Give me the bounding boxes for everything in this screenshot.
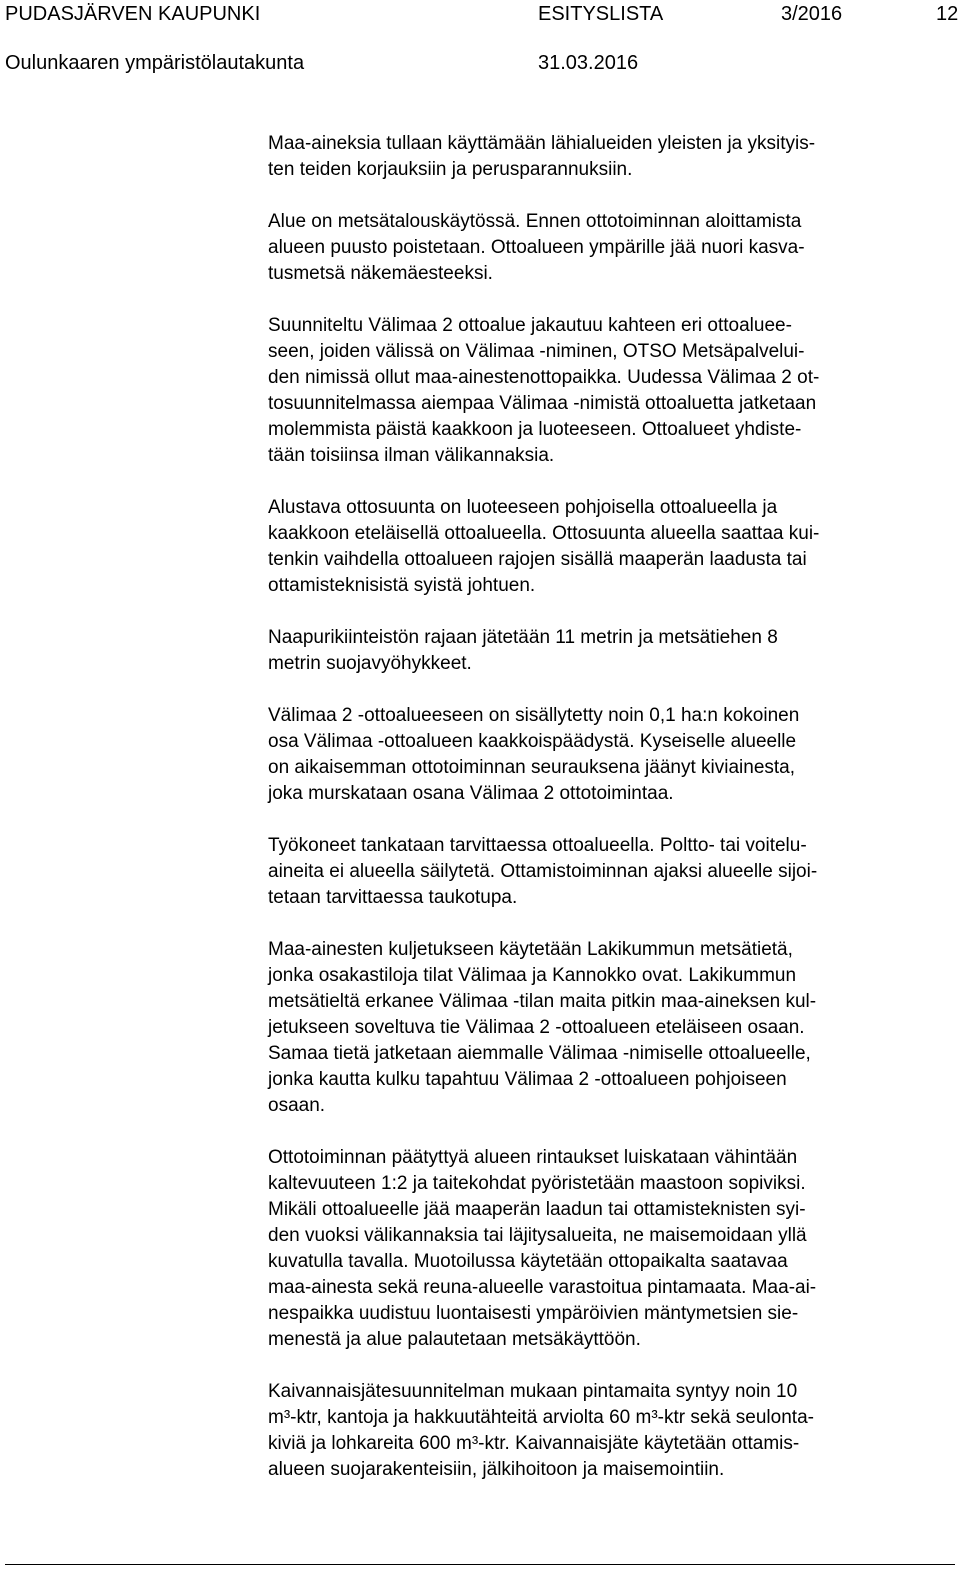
footer-divider	[5, 1564, 955, 1565]
paragraph: Maa-aineksia tullaan käyttämään lähialueiden yleisten ja yksityis- ten teiden korjauksiin ja perusparannuksiin.	[268, 133, 816, 180]
paragraph: Naapurikiinteistön rajaan jätetään 11 metrin ja metsätiehen 8 metrin suojavyöhykkeet.	[268, 627, 778, 674]
paragraph: Ottotoiminnan päätyttyä alueen rintaukset luiskataan vähintään kaltevuuteen 1:2 ja taitekohdat pyöristetään maastoon sopiviksi. Mikäli ottoalueelle jää maaperän laadun tai ottamisteknisten syi- den vuoksi välikannaksia tai läjitysalueita, ne maisemoidaan yllä kuvatulla tavalla. Muotoilussa käytetään ottopaikalta saatavaa maa-ainesta sekä reuna-alueelle varastoitua pintamaata. Maa-ai- nespaikka uudistuu luontaisesti ympäröivien mäntymetsien sie- menestä ja alue palautetaan metsäkäyttöön.	[268, 1147, 817, 1350]
paragraph: Työkoneet tankataan tarvittaessa ottoalueella. Poltto- tai voitelu- aineita ei alueella säilytetä. Ottamistoiminnan ajaksi alueelle sijoi- tetaan tarvittaessa taukotupa.	[268, 835, 818, 908]
page-number: 12	[936, 3, 959, 25]
page-header	[0, 0, 960, 80]
paragraph: Maa-ainesten kuljetukseen käytetään Lakikummun metsätietä, jonka osakastiloja tilat Välimaa ja Kannokko ovat. Lakikummun metsätieltä erkanee Välimaa -tilan maita pitkin maa-aineksen kul- jetukseen soveltuva tie Välimaa 2 -ottoalueen eteläiseen osaan. Samaa tietä jatketaan aiemmalle Välimaa -nimiselle ottoalueelle, jonka kautta kulku tapahtuu Välimaa 2 -ottoalueen pohjoiseen osaan.	[268, 939, 817, 1116]
paragraph: Välimaa 2 -ottoalueeseen on sisällytetty noin 0,1 ha:n kokoinen osa Välimaa -ottoalueen kaakkoispäädystä. Kyseiselle alueelle on aikaisemman ottotoiminnan seurauksena jäänyt kiviainesta, joka murskataan osana Välimaa 2 ottotoimintaa.	[268, 705, 800, 804]
paragraph: Kaivannaisjätesuunnitelman mukaan pintamaita syntyy noin 10 m³-ktr, kantoja ja hakkuutähteitä arviolta 60 m³-ktr sekä seulonta- kiviä ja lohkareita 600 m³-ktr. Kaivannaisjäte käytetään ottamis- alueen suojarakenteisiin, jälkihoitoon ja maisemointiin.	[268, 1381, 814, 1480]
paragraph: Suunniteltu Välimaa 2 ottoalue jakautuu kahteen eri ottoaluee- seen, joiden välissä on Välimaa -niminen, OTSO Metsäpalvelui- den nimissä ollut maa-ainestenottopaikka. Uudessa Välimaa 2 ot- tosuunnitelmassa aiempaa Välimaa -nimistä ottoaluetta jatketaan molemmista päistä kaakkoon ja luoteeseen. Ottoalueet yhdiste- tään toisiinsa ilman välikannaksia.	[268, 315, 820, 466]
meeting-date: 31.03.2016	[538, 52, 639, 74]
header-top-row	[0, 1, 960, 27]
paragraph: Alue on metsätalouskäytössä. Ennen ottotoiminnan aloittamista alueen puusto poistetaan. Ottoalueen ympärille jää nuori kasva- tusmetsä näkemäesteeksi.	[268, 211, 805, 284]
document-number: 3/2016	[781, 3, 843, 25]
board-name: Oulunkaaren ympäristölautakunta	[5, 52, 305, 74]
organization-name: PUDASJÄRVEN KAUPUNKI	[5, 3, 261, 25]
header-bottom-row	[0, 50, 960, 76]
document-body	[268, 131, 928, 1509]
document-type: ESITYSLISTA	[538, 3, 664, 25]
paragraph: Alustava ottosuunta on luoteeseen pohjoisella ottoalueella ja kaakkoon eteläisellä ottoalueella. Ottosuunta alueella saattaa kui- tenkin vaihdella ottoalueen rajojen sisällä maaperän laadusta tai ottamisteknisistä syistä johtuen.	[268, 497, 820, 596]
